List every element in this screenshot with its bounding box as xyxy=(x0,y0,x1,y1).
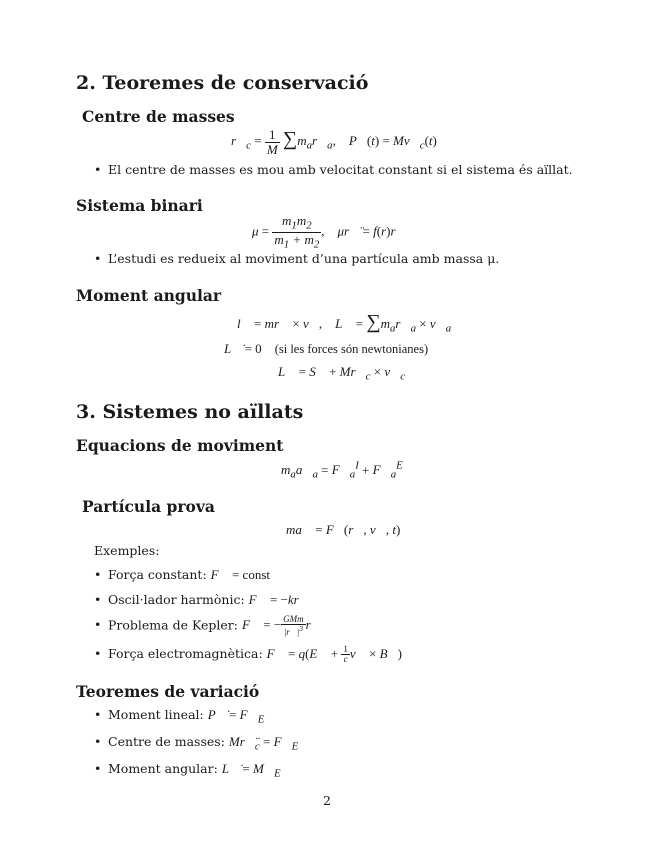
bullet-text: L’estudi es redueix al moviment d’una partícula amb massa μ. xyxy=(108,251,500,266)
variation-label: Moment lineal: xyxy=(108,707,204,722)
example-item: • Oscil·lador harmònic: F⃗ = −kr⃗ xyxy=(94,592,309,607)
equation-centre-of-mass: $r⃗_c$ = $\frac{1}{M}$ $\sum m_ar⃗_a$, P⃗(t) = $Mv⃗_c(t)$ xyxy=(231,127,437,157)
equation-angular-momentum-3: L⃗ = S⃗ + $Mr⃗_c$ × $v⃗_c$ xyxy=(278,364,406,383)
note-newtonian: (si les forces són newtonianes) xyxy=(274,342,429,356)
example-label: Oscil·lador harmònic: xyxy=(108,592,245,607)
examples-label: Exemples: xyxy=(94,543,160,558)
equation-binary-system: μ = $\frac{m_1m_2}{m_1 + m_2}$ , μr⃗̈ = f(r)r⃗ xyxy=(252,213,406,251)
example-label: Força constant: xyxy=(108,567,207,582)
example-item: • Problema de Kepler: F⃗ = − $\frac{\text{GMm}}{|r⃗|^3}$ r⃗ xyxy=(94,614,321,638)
section-title-non-isolated: 3. Sistemes no aïllats xyxy=(76,401,304,423)
variation-item: • Moment angular: L⃗̇ = $M⃗_E$ xyxy=(94,761,281,780)
subsection-title-angular-momentum: Moment angular xyxy=(76,286,222,305)
example-item: • Força constant: F⃗ = const xyxy=(94,567,270,582)
variation-item: • Moment lineal: P⃗̇ = $F⃗_E$ xyxy=(94,707,265,726)
equation-angular-momentum-1: l⃗ = mr⃗ × v⃗, L⃗ = $\sum m_ar⃗_a$ × $v⃗_a$ xyxy=(237,311,452,335)
bullet-text: El centre de masses es mou amb velocitat constant si el sistema és aïllat. xyxy=(108,162,573,177)
section-title-conservation: 2. Teoremes de conservació xyxy=(76,72,369,94)
page-number: 2 xyxy=(323,793,331,808)
variation-item: • Centre de masses: $Mr⃗̈_c$ = $F⃗_E$ xyxy=(94,734,299,753)
subsection-title-test-particle: Partícula prova xyxy=(82,497,215,516)
subsection-title-variation-theorems: Teoremes de variació xyxy=(76,682,260,701)
bullet-centre-of-mass: • El centre de masses es mou amb velocitat constant si el sistema és aïllat. xyxy=(94,162,573,177)
bullet-binary-system: • L’estudi es redueix al moviment d’una partícula amb massa μ. xyxy=(94,251,500,266)
subsection-title-binary-system: Sistema binari xyxy=(76,196,203,215)
subsection-title-equations-of-motion: Equacions de moviment xyxy=(76,436,284,455)
subsection-title-centre-of-mass: Centre de masses xyxy=(82,107,235,126)
example-label: Força electromagnètica: xyxy=(108,645,263,661)
variation-label: Centre de masses: xyxy=(108,734,225,749)
example-item: • Força electromagnètica: F⃗ = q(E⃗ + $\frac{1}{c}$ v⃗ × B⃗) xyxy=(94,644,402,665)
equation-angular-momentum-2: L⃗̇ = 0 (si les forces són newtonianes) xyxy=(224,341,429,356)
example-label: Problema de Kepler: xyxy=(108,617,238,633)
equation-motion: $m_aa⃗_a$ = $F⃗_a^I$ + $F⃗_a^E$ xyxy=(281,460,403,481)
equation-test-particle: ma⃗ = F⃗(r⃗, v⃗, t) xyxy=(286,522,401,537)
variation-label: Moment angular: xyxy=(108,761,218,776)
